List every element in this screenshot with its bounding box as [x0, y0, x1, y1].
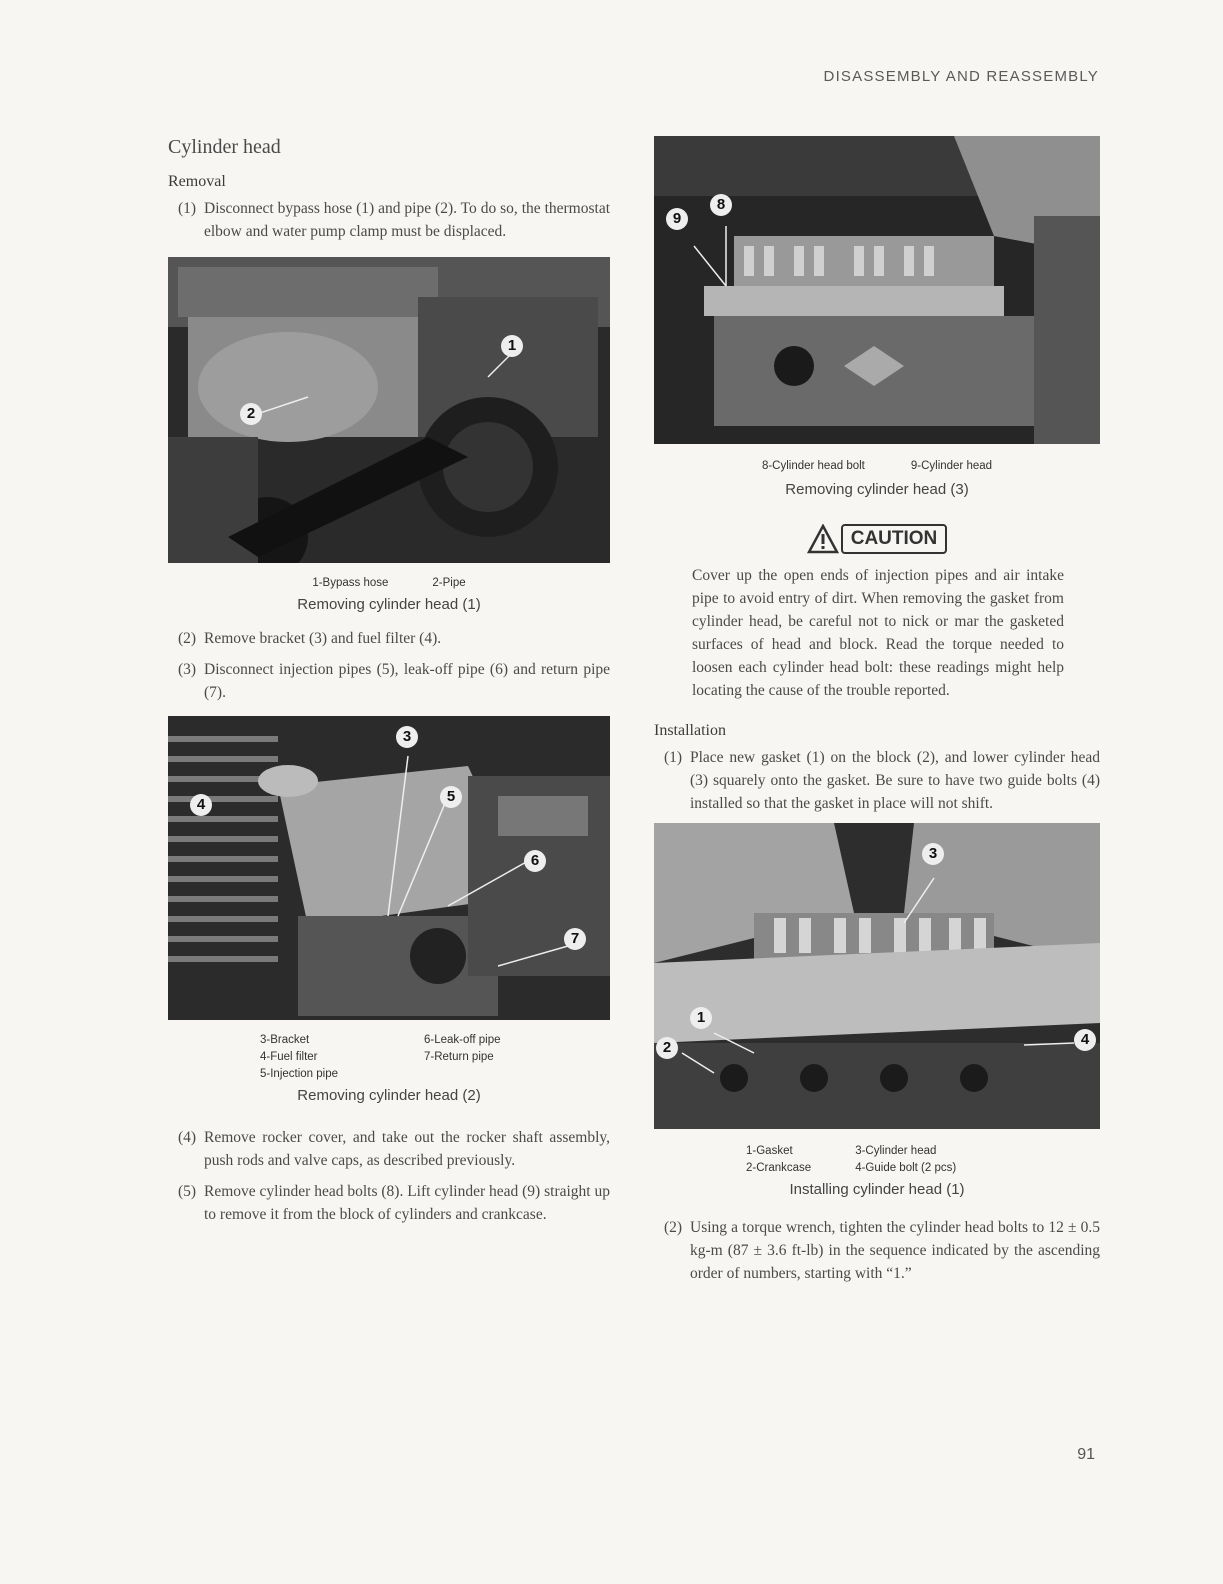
- step-text: Remove rocker cover, and take out the rocker shaft assembly, push rods and valve caps, as described previously.: [204, 1129, 610, 1169]
- step-number: (5): [178, 1183, 197, 1200]
- figure-1-legend: [168, 575, 610, 592]
- removal-step-1: [168, 197, 610, 243]
- left-column: [168, 136, 610, 1234]
- step-number: (2): [178, 630, 197, 647]
- callout-1: 1: [501, 335, 523, 357]
- step-text: Using a torque wrench, tighten the cylinder head bolts to 12 ± 0.5 kg-m (87 ± 3.6 ft-lb) in the sequence indicated by the ascending order of numbers, starting with “1.”: [690, 1219, 1100, 1282]
- legend-item: 9-Cylinder head: [910, 460, 993, 472]
- callout-3: 3: [922, 843, 944, 865]
- removal-step-4: [168, 1126, 610, 1172]
- removal-heading: Removal: [168, 173, 226, 190]
- callout-9: 9: [666, 208, 688, 230]
- engine-photo-1: [168, 257, 610, 563]
- warning-triangle-icon: [807, 524, 839, 554]
- callout-2: 2: [656, 1037, 678, 1059]
- legend-item: 3-Cylinder head: [855, 1145, 937, 1157]
- callout-4: 4: [1074, 1029, 1096, 1051]
- removal-step-2: [168, 627, 610, 650]
- step-number: (4): [178, 1129, 197, 1146]
- figure-2-caption: Removing cylinder head (2): [297, 1087, 481, 1104]
- installation-step-1: [654, 746, 1100, 815]
- figure-3-legend: [654, 458, 1100, 475]
- figure-4-legend: [746, 1143, 1100, 1177]
- step-number: (2): [664, 1219, 683, 1236]
- callout-7: 7: [564, 928, 586, 950]
- removal-step-5: [168, 1180, 610, 1226]
- figure-2-legend: [260, 1032, 610, 1083]
- caution-label: CAUTION: [841, 524, 948, 554]
- legend-column-left: [260, 1032, 338, 1083]
- legend-item: 2-Pipe: [432, 577, 466, 589]
- callout-3: 3: [396, 726, 418, 748]
- callout-8: 8: [710, 194, 732, 216]
- right-column: [654, 136, 1100, 1293]
- callout-5: 5: [440, 786, 462, 808]
- figure-1-caption: Removing cylinder head (1): [297, 596, 481, 613]
- engine-photo-3: [654, 136, 1100, 444]
- legend-item: 3-Bracket: [260, 1034, 310, 1046]
- step-text: Place new gasket (1) on the block (2), and lower cylinder head (3) squarely onto the gasket. Be sure to have two guide bolts (4) installed so that the gasket in place will not shift.: [690, 749, 1100, 812]
- legend-item: 2-Crankcase: [746, 1162, 812, 1174]
- photo-removing-cylinder-head-1: [168, 257, 610, 563]
- legend-item: 1-Gasket: [746, 1145, 793, 1157]
- step-number: (1): [178, 200, 197, 217]
- installation-step-2: [654, 1216, 1100, 1285]
- photo-removing-cylinder-head-2: [168, 716, 610, 1020]
- legend-column-left: [746, 1143, 811, 1177]
- callout-1: 1: [690, 1007, 712, 1029]
- section-title: Cylinder head: [168, 136, 281, 158]
- legend-item: 6-Leak-off pipe: [424, 1034, 501, 1046]
- legend-column-right: [855, 1143, 956, 1177]
- page-number: 91: [1077, 1446, 1095, 1463]
- removal-step-3: [168, 658, 610, 704]
- step-text: Remove bracket (3) and fuel filter (4).: [204, 630, 442, 647]
- legend-column-right: [424, 1032, 501, 1083]
- legend-item: 4-Fuel filter: [260, 1051, 318, 1063]
- legend-item: 5-Injection pipe: [260, 1068, 338, 1080]
- legend-item: 4-Guide bolt (2 pcs): [855, 1162, 957, 1174]
- photo-removing-cylinder-head-3: [654, 136, 1100, 444]
- figure-4-caption: Installing cylinder head (1): [789, 1181, 965, 1198]
- step-number: (1): [664, 749, 683, 766]
- photo-installing-cylinder-head-1: [654, 823, 1100, 1129]
- step-text: Disconnect bypass hose (1) and pipe (2). To do so, the thermostat elbow and water pump clamp must be displaced.: [204, 200, 610, 240]
- legend-item: 8-Cylinder head bolt: [761, 460, 865, 472]
- step-number: (3): [178, 661, 197, 678]
- legend-item: 1-Bypass hose: [312, 577, 389, 589]
- installation-heading: Installation: [654, 722, 726, 739]
- callout-6: 6: [524, 850, 546, 872]
- caution-banner: [654, 524, 1100, 554]
- caution-text: Cover up the open ends of injection pipes and air intake pipe to avoid entry of dirt. When removing the gasket from cylinder head, be careful not to nick or mar the gasketed surfaces of head and block. Read the torque needed to loosen each cylinder head bolt: these readings might help locating the cause of the trouble reported.: [692, 567, 1064, 699]
- callout-4: 4: [190, 794, 212, 816]
- step-text: Disconnect injection pipes (5), leak-off pipe (6) and return pipe (7).: [204, 661, 610, 701]
- engine-photo-4: [654, 823, 1100, 1129]
- step-text: Remove cylinder head bolts (8). Lift cylinder head (9) straight up to remove it from the block of cylinders and crankcase.: [204, 1183, 610, 1223]
- legend-item: 7-Return pipe: [424, 1051, 494, 1063]
- figure-3-caption: Removing cylinder head (3): [785, 481, 969, 498]
- engine-photo-2: [168, 716, 610, 1020]
- running-header: DISASSEMBLY AND REASSEMBLY: [823, 68, 1099, 85]
- callout-2: 2: [240, 403, 262, 425]
